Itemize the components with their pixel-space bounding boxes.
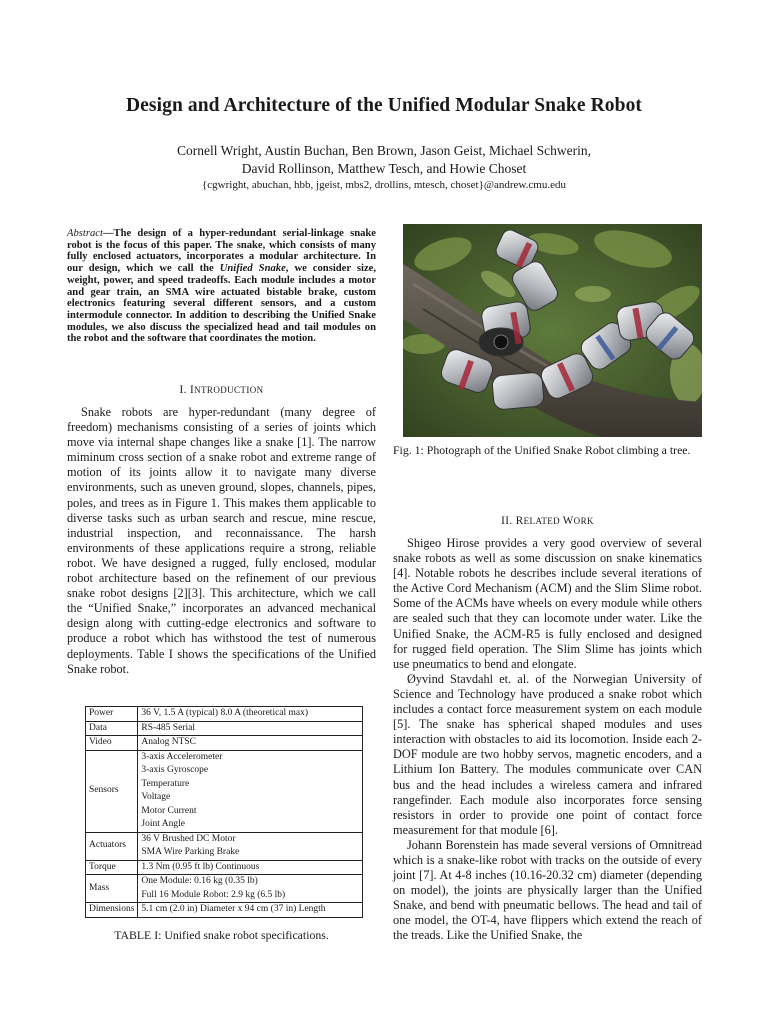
figure-caption: Fig. 1: Photograph of the Unified Snake Robot climbing a tree. <box>393 443 691 457</box>
table-value-line: 5.1 cm (2.0 in) Diameter x 94 cm (37 in) Length <box>141 904 326 914</box>
section-heading-introduction <box>67 384 376 396</box>
authors-line-1: Cornell Wright, Austin Buchan, Ben Brown, Jason Geist, Michael Schwerin, <box>177 143 591 158</box>
table-key-cell: Dimensions <box>86 903 138 918</box>
section-initial: I <box>189 384 195 396</box>
section-heading-related-work <box>393 515 702 527</box>
abstract-text-b: , we consider size, weight, power, and speed tradeoffs. Each module includes a motor and gear train, an SMA wire actuated bistable brake, custom electronics featuring several different sensors, and a custom intermodule connector. In addition to describing the Unified Snake modules, we also discuss the specialized head and tail modules on the robot and the software that coordinates the motion. <box>67 263 376 345</box>
table-value-line: Voltage <box>141 792 171 802</box>
related-work-paragraph-2: Øyvind Stavdahl et. al. of the Norwegian University of Science and Technology have produced a snake robot which includes a contact force measurement system on each module [5]. The snake has spherical shaped modules and uses interaction with obstacles to aid its locomotion. Inside each 2-DOF module are two hobby servos, magnetic encoders, and a Lithium Ion Battery. The modules communicate over CAN bus and the head includes a wireless camera and infrared rangefinder. Each module also incorporates force sensing resistors in order to provide one point of contact force measurement for that module [6]. <box>393 671 702 837</box>
table-row <box>86 860 363 875</box>
table-value-cell <box>138 750 363 832</box>
section-rest: ORK <box>573 516 594 526</box>
table-value-line: 1.3 Nm (0.95 ft lb) Continuous <box>141 861 260 872</box>
author-emails: {cgwright, abuchan, hbb, jgeist, mbs2, drollins, mtesch, choset}@andrew.cmu.edu <box>202 179 566 191</box>
table-value-cell <box>138 875 363 903</box>
table-value-cell <box>138 707 363 722</box>
table-value-cell <box>138 736 363 751</box>
section-number: II. <box>501 515 516 527</box>
introduction-body <box>67 405 376 677</box>
related-work-paragraph-3: Johann Borenstein has made several versions of Omnitread which is a snake-like robot with tracks on the outside of every joint [7]. At 4-8 inches (10.16-20.32 cm) diameter (depending on model), the joints are physically larger than the Unified Snake, and bend with pneumatic bellows. The head and tail of one model, the OT-4, have flippers which extend the reach of the treads. Like the Unified Snake, the <box>393 837 702 943</box>
section-rest: ELATED <box>523 516 563 526</box>
abstract-label: Abstract <box>67 228 103 239</box>
table-value-line: SMA Wire Parking Brake <box>141 847 240 857</box>
table-value-line: 36 V Brushed DC Motor <box>141 833 236 844</box>
table-key-cell: Actuators <box>86 832 138 860</box>
abstract <box>67 228 376 345</box>
table-value-cell <box>138 860 363 875</box>
paper-title: Design and Architecture of the Unified Modular Snake Robot <box>125 95 643 116</box>
table-key-cell: Sensors <box>86 750 138 832</box>
table-row <box>86 750 363 832</box>
table-key-cell: Power <box>86 707 138 722</box>
table-caption: TABLE I: Unified snake robot specifications. <box>114 928 329 942</box>
related-work-paragraph-1: Shigeo Hirose provides a very good overview of several snake robots as well as some discussion on snake kinematics [4]. Notable robots he describes include several iterations of the Active Cord Mechanism (ACM) and the Slim Slime robot. Some of the ACMs have wheels on every module while others are sealed such that they can locomote under water. Like the Unified Snake, the ACM-R5 is fully enclosed and designed for rugged field operation. The Slim Slime has joints which use pneumatics to bend and elongate. <box>393 536 702 671</box>
snake-robot-photo <box>403 224 702 437</box>
table-row <box>86 903 363 918</box>
table-value-cell <box>138 832 363 860</box>
table-value-line: Motor Current <box>141 805 197 816</box>
section-initial: R <box>515 515 524 527</box>
table-value-line: RS-485 Serial <box>141 722 195 733</box>
table-key-cell: Data <box>86 721 138 736</box>
authors-line-2: David Rollinson, Matthew Tesch, and Howie Choset <box>241 161 527 176</box>
table-row <box>86 707 363 722</box>
abstract-dash: — <box>102 228 114 239</box>
table-row <box>86 721 363 736</box>
specifications-table <box>85 706 363 918</box>
table-value-cell <box>138 721 363 736</box>
table-row <box>86 832 363 860</box>
related-work-body <box>393 536 702 944</box>
abstract-text-a: The design of a hyper-redundant serial-linkage snake robot is the focus of this paper. The snake, which consists of many fully enclosed actuators, incorporates a modular architecture. In our design, which we call the <box>67 228 376 275</box>
table-value-line: Full 16 Module Robot: 2.9 kg (6.5 lb) <box>141 889 286 900</box>
table-value-cell <box>138 903 363 918</box>
table-value-line: 3-axis Accelerometer <box>141 751 223 762</box>
table-value-line: Joint Angle <box>141 819 185 829</box>
section-number: I. <box>179 384 190 396</box>
abstract-italic: Unified Snake <box>219 263 286 275</box>
table-row <box>86 736 363 751</box>
section-initial: W <box>562 515 574 527</box>
section-rest: NTRODUCTION <box>194 385 264 395</box>
table-key-cell: Torque <box>86 860 138 875</box>
table-value-line: Temperature <box>141 778 190 789</box>
table-value-line: 3-axis Gyroscope <box>141 765 209 775</box>
table-key-cell: Mass <box>86 875 138 903</box>
table-value-line: One Module: 0.16 kg (0.35 lb) <box>141 876 258 886</box>
table-value-line: 36 V, 1.5 A (typical) 8.0 A (theoretical max) <box>141 708 309 718</box>
introduction-paragraph: Snake robots are hyper-redundant (many degree of freedom) mechanisms consisting of a series of joints which move via internal shape changes like a snake [1]. The narrow miminum cross section of a snake robot and extreme range of motion of its joints allow it to navigate many diverse environments, such as uneven ground, slopes, channels, pipes, poles, and trees as in Figure 1. This makes them applicable to diverse tasks such as urban search and rescue, mine rescue, industrial inspection, and reconnaissance. The harsh environments of these applications require a strong, reliable robot. We have designed a rugged, fully enclosed, modular robot architecture based on the refinement of our previous snake robot designs [2][3]. This architecture, which we call the “Unified Snake,” incorporates an advanced mechanical design along with cutting-edge electronics and software to produce a robot which has withstood the test of numerous deployments. Table I shows the specifications of the Unified Snake robot. <box>67 405 376 676</box>
table-key-cell: Video <box>86 736 138 751</box>
table-row <box>86 875 363 903</box>
table-value-line: Analog NTSC <box>141 737 197 747</box>
